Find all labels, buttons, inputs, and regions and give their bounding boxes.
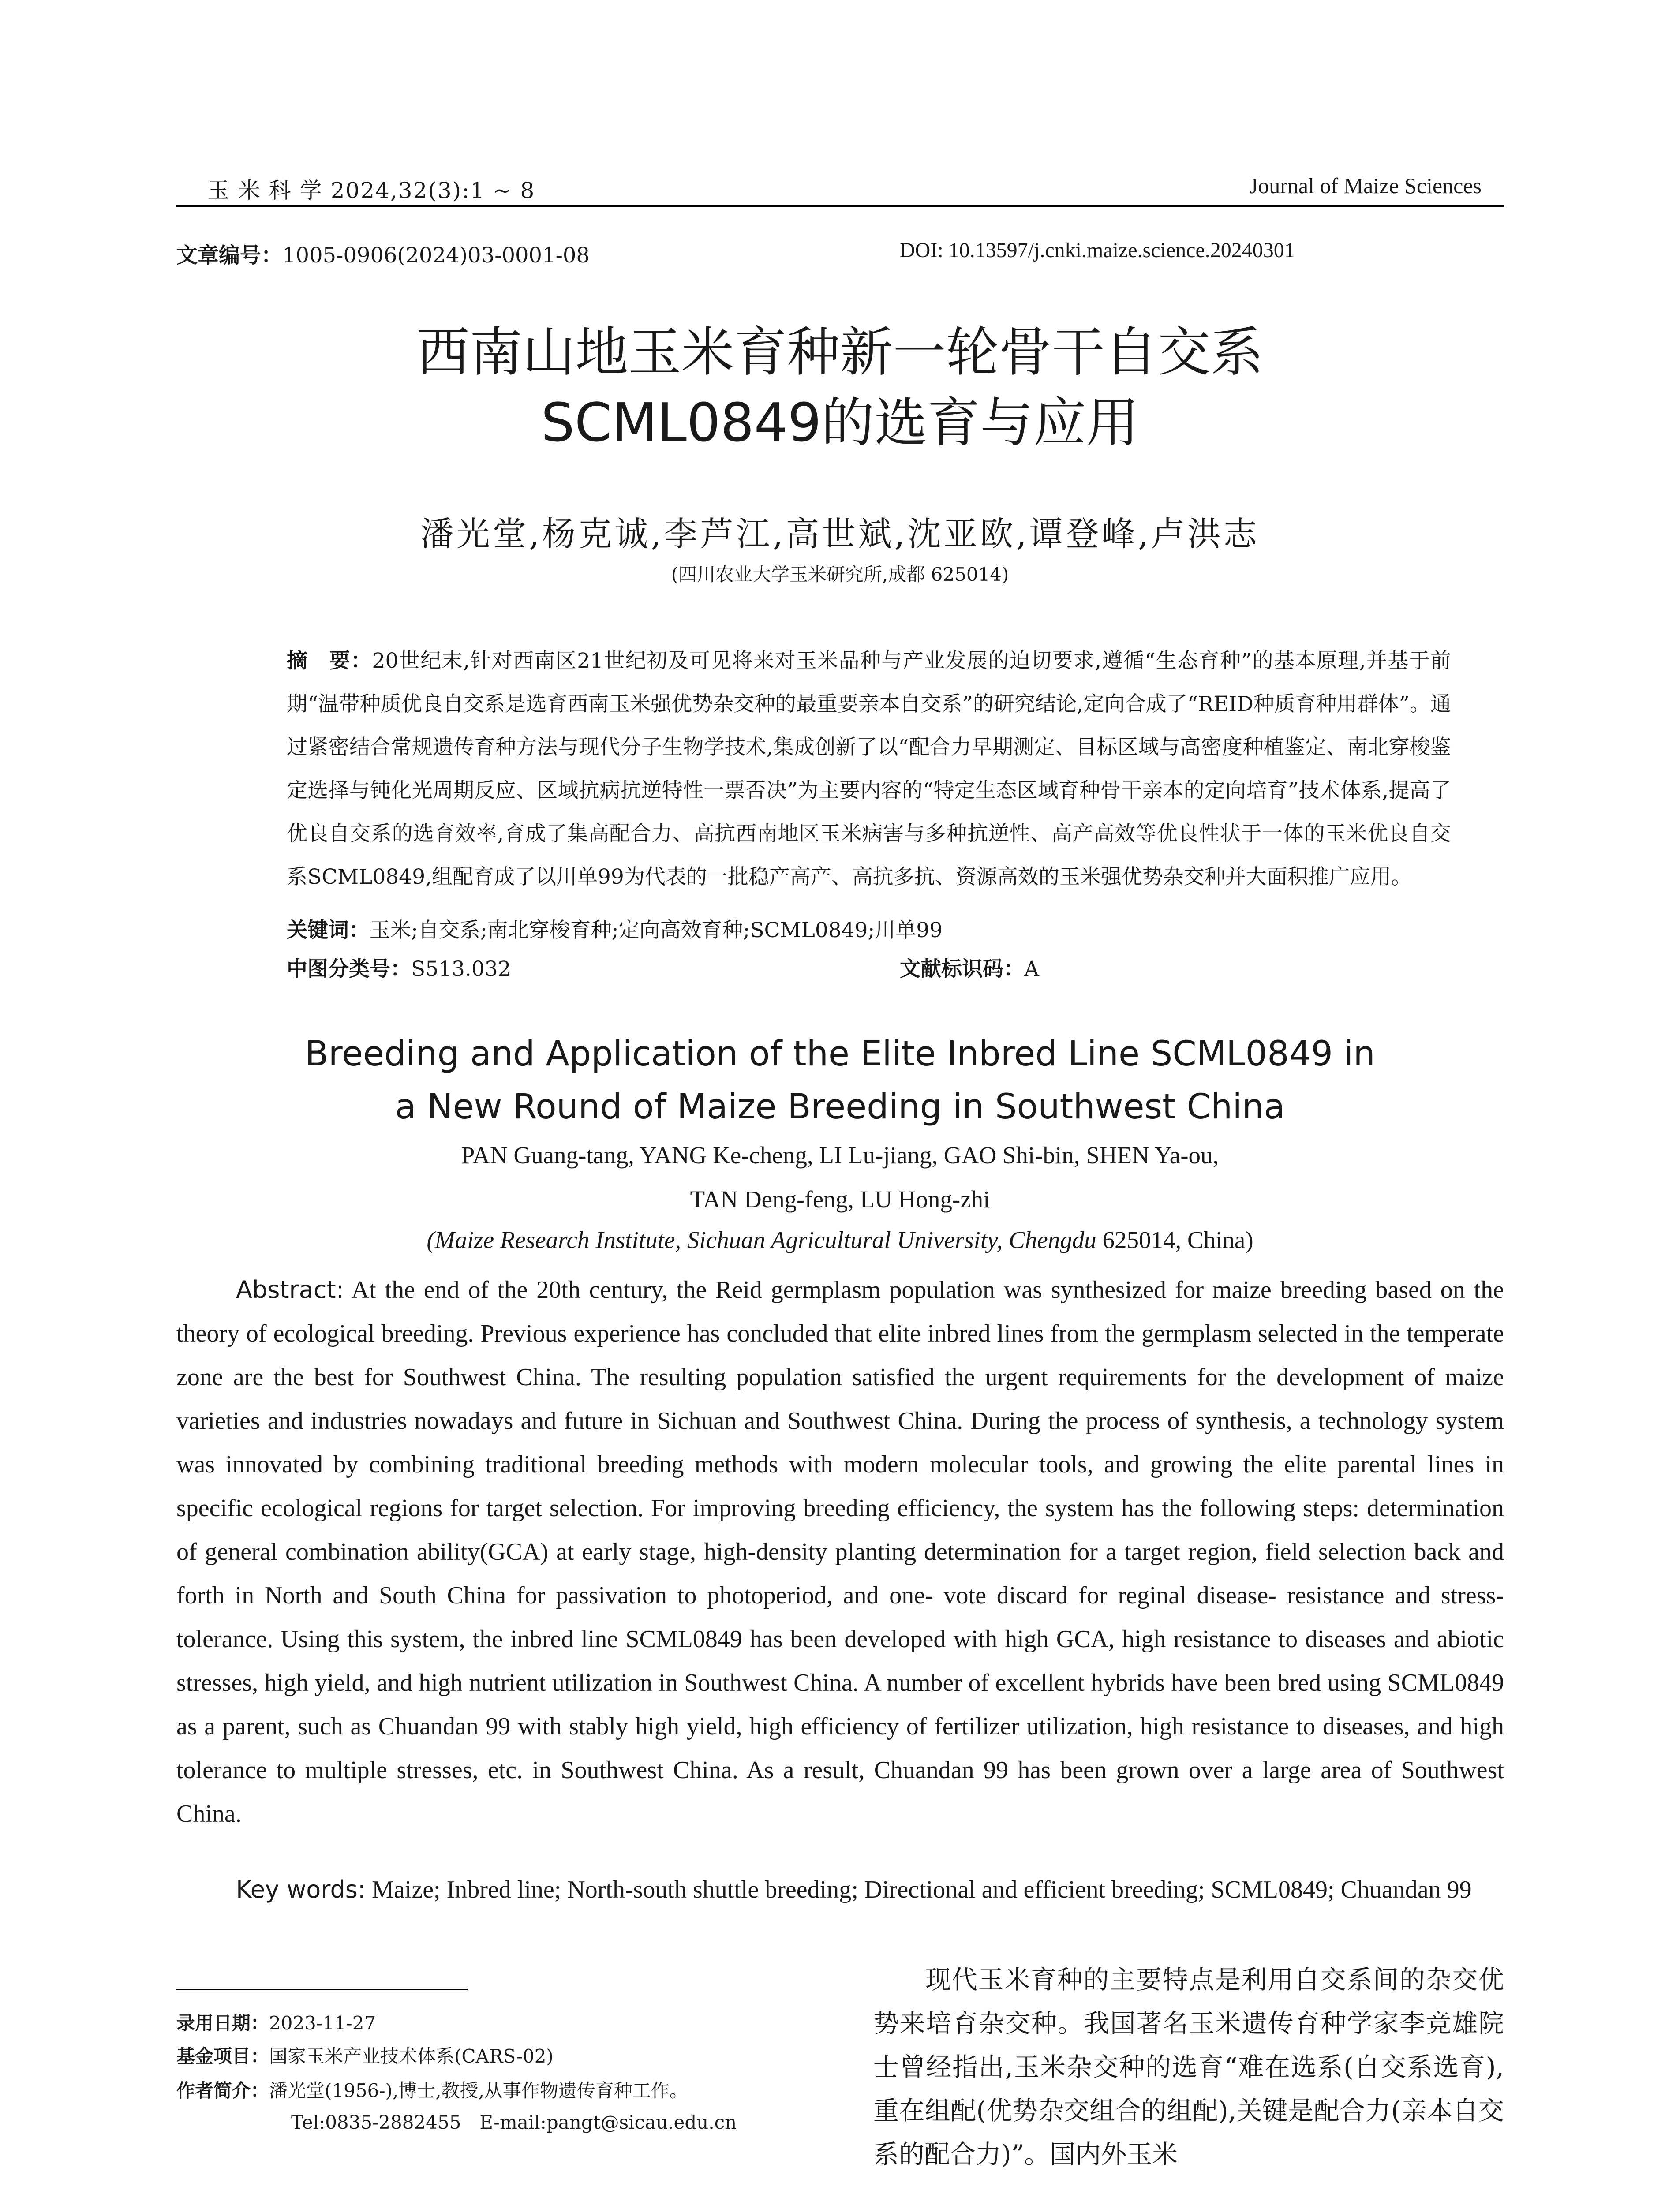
chinese-keywords-text: 玉米;自交系;南北穿梭育种;定向高效育种;SCML0849;川单99 [370,918,943,942]
chinese-affiliation: (四川农业大学玉米研究所,成都 625014) [671,564,1009,585]
footnote-funding [176,2042,554,2068]
english-keywords [176,1868,1504,1912]
chinese-keywords [287,913,1451,948]
english-keywords-label: Key words: [236,1876,366,1903]
footnote-author-bio [176,2075,825,2138]
footnote-date-value: 2023-11-27 [269,2012,376,2034]
english-abstract-text: At the end of the 20th century, the Reid germplasm population was synthesized for maize breeding based on the theory of ecological breeding. Previous experience has concluded that elite inbred lines from the germplasm selected in the temperate zone are the best for Southwest China. The resulting population satisfied the urgent requirements for the development of maize varieties and industries nowadays and future in Sichuan and Southwest China. During the process of synthesis, a technology system was innovated by combining traditional breeding methods with modern molecular tools, and growing the elite parental lines in specific ecological regions for target selection. For improving breeding efficiency, the system has the following steps: determination of general combination ability(GCA) at early stage, high-density planting determination for a target region, field selection back and forth in North and South China for passivation to photoperiod, and one- vote discard for reginal disease- resistance and stress-tolerance. Using this system, the inbred line SCML0849 has been developed with high GCA, high resistance to diseases and abiotic stresses, high yield, and high nutrient utilization in Southwest China. A number of excellent hybrids have been bred using SCML0849 as a parent, such as Chuandan 99 with stably high yield, high efficiency of fertilizer utilization, high resistance to diseases, and high tolerance to multiple stresses, etc. in Southwest China. As a result, Chuandan 99 has been grown over a large area of Southwest China. [176,1276,1504,1828]
chinese-title-line-1: 西南山地玉米育种新一轮骨干自交系 [416,322,1264,383]
english-abstract-label: Abstract: [236,1276,344,1304]
footnote-contact: Tel:0835-2882455 E-mail:pangt@sicau.edu.cn [291,2112,737,2133]
running-header-journal-en: Journal of Maize Sciences [1249,173,1482,198]
english-keywords-text: Maize; Inbred line; North-south shuttle breeding; Directional and efficient breeding; SCML0849; Chuandan 99 [366,1876,1472,1903]
chinese-abstract-text: 20世纪末,针对西南区21世纪初及可见将来对玉米品种与产业发展的迫切要求,遵循“生态育种”的基本原理,并基于前期“温带种质优良自交系是选育西南玉米强优势杂交种的最重要亲本自交系”的研究结论,定向合成了“REID种质育种用群体”。通过紧密结合常规遗传育种方法与现代分子生物学技术,集成创新了以“配合力早期测定、目标区域与高密度种植鉴定、南北穿梭鉴定选择与钝化光周期反应、区域抗病抗逆特性一票否决”为主要内容的“特定生态区域育种骨干亲本的定向培育”技术体系,提高了优良自交系的选育效率,育成了集高配合力、高抗西南地区玉米病害与多种抗逆性、高产高效等优良性状于一体的玉米优良自交系SCML0849,组配育成了以川单99为代表的一批稳产高产、高抗多抗、资源高效的玉米强优势杂交种并大面积推广应用。 [287,649,1452,889]
chinese-abstract [287,639,1451,899]
english-title-line-1: Breeding and Application of the Elite Inbred Line SCML0849 in [305,1034,1375,1074]
chinese-title [0,318,1680,459]
body-paragraph: 现代玉米育种的主要特点是利用自交系间的杂交优势来培育杂交种。我国著名玉米遗传育种学家李竞雄院士曾经指出,玉米杂交种的选育“难在选系(自交系选育),重在组配(优势杂交组合的组配),关键是配合力(亲本自交系的配合力)”。国内外玉米 [873,1965,1504,2169]
english-title [0,1028,1680,1133]
footnote-accepted-date [176,2009,376,2035]
footnote-fund-value: 国家玉米产业技术体系(CARS-02) [269,2045,554,2067]
footnote-fund-label: 基金项目： [176,2045,269,2067]
chinese-abstract-label: 摘 要： [287,649,372,673]
running-header-journal-cn: 玉 米 科 学 2024,32(3):1 ~ 8 [207,178,535,203]
classification-number [287,953,511,982]
english-abstract [176,1268,1504,1836]
chinese-authors: 潘光堂,杨克诚,李芦江,高世斌,沈亚欧,谭登峰,卢洪志 [420,514,1260,553]
article-number [176,238,590,269]
doi: DOI: 10.13597/j.cnki.maize.science.20240301 [900,239,1295,262]
classification-value: S513.032 [411,957,511,981]
header-rule [176,205,1504,207]
footnote-author-label: 作者简介： [176,2080,269,2101]
english-affiliation [0,1226,1680,1254]
english-authors-line-1: PAN Guang-tang, YANG Ke-cheng, LI Lu-jiang, GAO Shi-bin, SHEN Ya-ou, [461,1142,1219,1169]
chinese-title-line-2: SCML0849的选育与应用 [541,392,1139,454]
document-code-label: 文献标识码： [900,957,1024,981]
english-affiliation-rest: 625014, China) [1096,1226,1253,1253]
chinese-keywords-label: 关键词： [287,918,370,942]
document-code [900,953,1039,982]
footnote-rule [176,1989,468,1990]
footnote-author-value: 潘光堂(1956-),博士,教授,从事作物遗传育种工作。 [269,2080,688,2101]
classification-label: 中图分类号： [287,957,411,981]
article-number-label: 文章编号： [176,243,283,268]
english-title-line-2: a New Round of Maize Breeding in Southwest China [395,1087,1285,1127]
footnote-date-label: 录用日期： [176,2012,269,2034]
article-number-value: 1005-0906(2024)03-0001-08 [282,243,590,268]
english-authors-line-2: TAN Deng-feng, LU Hong-zhi [690,1186,990,1213]
english-affiliation-italic: (Maize Research Institute, Sichuan Agricultural University, Chengdu [427,1226,1096,1253]
document-code-value: A [1024,957,1039,981]
english-authors [0,1133,1680,1222]
